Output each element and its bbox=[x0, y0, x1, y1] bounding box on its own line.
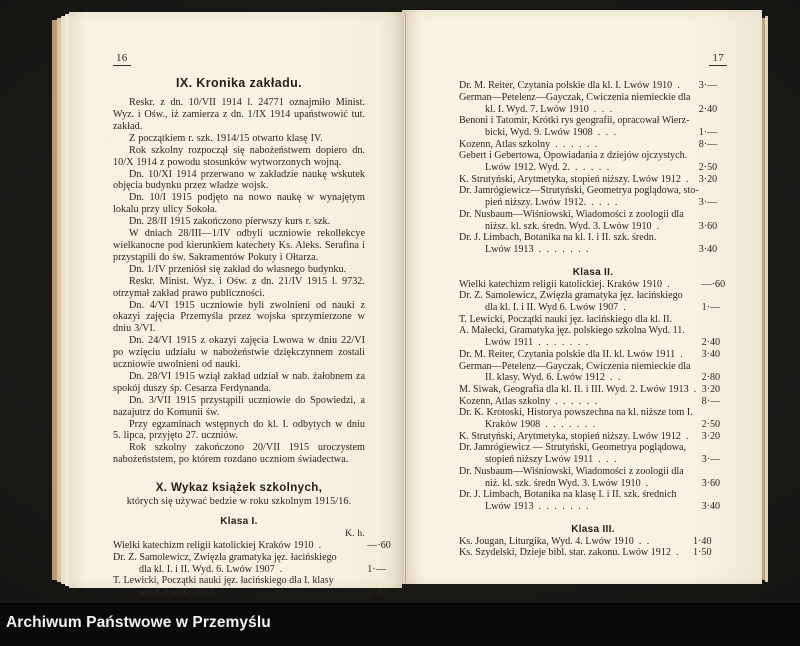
book-title-text: Dr. M. Reiter, Czytania polskie dla kl. I. Lwów 1910 bbox=[459, 80, 673, 92]
book-title-text: niższ. kl. szk. średn. Wyd. 3. Lwów 1910 bbox=[485, 220, 652, 232]
book-title-text: kl. I. Wyd. 7. Lwów 1910 bbox=[485, 103, 589, 115]
chronicle-paragraph: Dn. 28/II 1915 zakończono pierwszy kurs r. szk. bbox=[129, 216, 331, 228]
booklist-row bbox=[459, 162, 727, 174]
book-price-cell bbox=[702, 361, 727, 373]
book-title-text: stopień niższy Lwów 1911 bbox=[485, 454, 594, 466]
booklist-row bbox=[459, 209, 727, 221]
dot-leader: ....... bbox=[538, 337, 594, 349]
book-title-text: Kozenn, Atlas szkolny bbox=[459, 138, 551, 150]
book-title-cell bbox=[113, 575, 367, 587]
book-title-cell bbox=[459, 489, 702, 501]
book-title-cell bbox=[459, 174, 699, 186]
book-title-cell bbox=[113, 564, 367, 576]
book-title-cell bbox=[459, 396, 702, 408]
book-title-cell bbox=[459, 232, 699, 244]
dot-leader: ....... bbox=[538, 243, 594, 255]
folio-right-container bbox=[459, 48, 727, 66]
booklist-row bbox=[459, 314, 727, 326]
book-price-cell: 1·50 bbox=[693, 547, 712, 559]
booklist-row bbox=[459, 139, 727, 151]
folio-left-container bbox=[113, 48, 365, 66]
dot-leader: ... bbox=[598, 454, 622, 466]
book-title-text: dla kl. I. i II. Wyd 6. Lwów 1907 bbox=[485, 302, 619, 314]
booklist-row bbox=[459, 489, 727, 501]
chronicle-paragraph: Z początkiem r. szk. 1914/15 otwarto klasę IV. bbox=[129, 132, 323, 144]
book-title-cell bbox=[459, 547, 693, 559]
book-price-cell bbox=[699, 209, 727, 221]
chronicle-paragraph: W dniach 28/III—1/IV odbyli uczniowie rekollekcye wielkanocne pod kierunkiem katechety Ks. Aleks. Serafina i przystąpili do św. Sakramentów Pokuty i Ołtarza. bbox=[113, 228, 365, 263]
book-price-cell: 3·20 bbox=[701, 430, 721, 442]
book-title-cell bbox=[459, 92, 699, 104]
book-title-text: Dr. J. Limbach, Botanika na kl. I. i II. szk. średn. bbox=[459, 232, 657, 244]
dot-leader: . bbox=[693, 383, 702, 395]
left-page-content bbox=[113, 48, 391, 610]
book-title-text: German—Petelenz—Gayczak, Ćwiczenia niemieckie dla bbox=[459, 360, 691, 372]
booklist-row bbox=[459, 104, 727, 116]
booklist-row bbox=[459, 232, 727, 244]
booklist-row bbox=[459, 372, 727, 384]
book-price-cell: 3·40 bbox=[698, 243, 718, 255]
book-title-cell bbox=[459, 209, 699, 221]
dot-leader: . bbox=[279, 563, 288, 575]
book-price-cell: 3·40 bbox=[701, 348, 721, 360]
book-title-text: Dr. Jamrógiewicz—Strutyński, Geometrya poglądowa, sto- bbox=[459, 185, 699, 197]
book-title-text: T. Lewicki, Początki nauki jęz. łacińskiego dla kl. II. bbox=[459, 313, 673, 325]
book-title-cell bbox=[459, 197, 699, 209]
book-title-text: K. Strutyński, Arytmetyka, stopień niższy. Lwów 1912 bbox=[459, 430, 681, 442]
book-title-text: M. Siwak, Geografia dla kl. II. i III. Wyd. 2. Lwów 1913 bbox=[459, 383, 689, 395]
dot-leader: ..... bbox=[575, 162, 615, 174]
book-price-cell bbox=[702, 314, 727, 326]
dot-leader: . bbox=[656, 220, 665, 232]
watermark-top-rule bbox=[0, 600, 800, 603]
booklist-row bbox=[459, 337, 727, 349]
book-title-text: Dr. Nusbaum—Wiśniowski, Wiadomości z zoologii dla bbox=[459, 465, 684, 477]
dot-leader: . bbox=[680, 348, 689, 360]
dot-leader: .... bbox=[591, 197, 623, 209]
booklist-row bbox=[459, 466, 727, 478]
book-title-text: Dr. J. Limbach, Botanika na klasę I. i II. szk. średnich bbox=[459, 489, 677, 501]
dot-leader: . bbox=[623, 302, 632, 314]
chronicle-paragraph: Dn. 10/I 1915 podjęto na nowo naukę w wynajętym lokalu przy ulicy Sokoła. bbox=[113, 192, 365, 216]
dot-leader: ...... bbox=[218, 587, 266, 598]
class-label-1: Klasa I. bbox=[220, 516, 258, 528]
booklist-row bbox=[459, 396, 727, 408]
book-title-text: T. Lewicki, Początki nauki jęz. łacińskiego dla I. klasy bbox=[113, 575, 334, 587]
book-title-text: Dr. Z. Samolewicz, Zwięzła gramatyka jęz. łacińskiego bbox=[459, 290, 683, 302]
book-price-cell: 2·50 bbox=[701, 419, 721, 431]
chronicle-heading: IX. Kronika zakładu. bbox=[175, 76, 303, 91]
book-title-text: Gebert i Gebertowa, Opowiadania z dziejów ojczystych. bbox=[459, 150, 688, 162]
book-title-text: Kraków 1908 bbox=[485, 419, 541, 431]
page-number-left: 16 bbox=[113, 52, 131, 66]
booklist-row bbox=[459, 442, 727, 454]
book-price-cell: 1·— bbox=[698, 126, 718, 138]
booklist-row bbox=[459, 501, 727, 513]
chronicle-paragraph: Dn. 4/VI 1915 uczniowie byli zwolnieni od nauki z okazyi zajęcia Przemyśla przez wojska sprzymierzone w dniu 3/VI. bbox=[113, 299, 365, 335]
book-title-text: Dr. K. Krotoski, Historya powszechna na kl. niższe tom I. bbox=[459, 407, 693, 419]
booklist-row bbox=[459, 80, 727, 92]
book-title-cell bbox=[459, 314, 702, 326]
book-title-text: Dr. M. Reiter, Czytania polskie dla II. kl. Lwów 1911 bbox=[459, 348, 676, 360]
booklist-table-right bbox=[459, 80, 727, 256]
book-title-cell bbox=[459, 442, 702, 454]
book-price-cell bbox=[367, 552, 391, 564]
booklist-table-right bbox=[459, 536, 727, 559]
book-title-text: K. Strutyński, Arytmetyka, stopień niższy. Lwów 1912 bbox=[459, 173, 681, 185]
booklist-heading: X. Wykaz książek szkolnych, bbox=[155, 482, 323, 495]
book-title-cell bbox=[459, 244, 699, 256]
chronicle-paragraph: Rok szkolny rozpoczął się nabożeństwem dopiero dn. 10/X 1914 z powodu stosunków wytworzonych wojną. bbox=[113, 144, 365, 168]
booklist-row bbox=[113, 587, 391, 599]
book-price-cell: 1·— bbox=[701, 302, 721, 314]
dot-leader: ... bbox=[597, 126, 622, 138]
book-title-text: Wielki katechizm religii katolickiej. Kraków 1910 bbox=[459, 278, 663, 290]
book-title-cell bbox=[459, 337, 702, 349]
booklist-row bbox=[459, 174, 727, 186]
book-title-cell bbox=[459, 419, 702, 431]
chronicle-paragraph: Dn. 10/XI 1914 przerwano w zakładzie naukę wskutek objęcia budynku przez władze wojsk. bbox=[113, 168, 365, 192]
booklist-row bbox=[459, 302, 727, 314]
chronicle-paragraph: Dn. 1/IV przeniósł się zakład do własnego budynku. bbox=[129, 263, 347, 275]
book-title-text: gimn. Lwów 1913 bbox=[139, 587, 214, 598]
booklist-row bbox=[459, 361, 727, 373]
book-title-cell bbox=[459, 185, 699, 197]
dot-leader: . bbox=[675, 547, 684, 559]
book-title-text: Lwów 1911 bbox=[485, 337, 534, 349]
book-price-cell: 8·— bbox=[701, 395, 721, 407]
booklist-row bbox=[459, 150, 727, 162]
dot-leader: ...... bbox=[555, 138, 603, 150]
booklist-row bbox=[459, 536, 727, 548]
book-title-cell bbox=[459, 454, 702, 466]
dot-leader: ....... bbox=[545, 419, 601, 431]
booklist-row bbox=[459, 349, 727, 361]
book-title-text: dla kl. I. i II. Wyd. 6. Lwów 1907 bbox=[139, 563, 275, 575]
chronicle-paragraph: Rok szkolny zakończono 20/VII 1915 uroczystem nabożeńststem, po którem rozdano uczniom świadectwa. bbox=[113, 442, 365, 466]
booklist-row bbox=[459, 115, 727, 127]
chronicle-paragraph: Dn. 24/VI 1915 z okazyi zajęcia Lwowa w dniu 22/VI po wzięciu udziału w nabożeństwie dziękczynnem zostali uczniowie uwolnieni od nauki. bbox=[113, 335, 365, 371]
booklist-row bbox=[459, 279, 727, 291]
dot-leader: .. bbox=[609, 372, 626, 384]
dot-leader: . bbox=[685, 430, 694, 442]
book-title-text: A. Małecki, Gramatyka jęz. polskiego szkolna Wyd. 11. bbox=[459, 325, 685, 337]
book-title-text: bicki, Wyd. 9. Lwów 1908 bbox=[485, 126, 593, 138]
book-title-cell bbox=[459, 139, 699, 151]
book-price-cell: 2·40 bbox=[698, 103, 718, 115]
chronicle-paragraph: Reskr. Minist. Wyz. i Ośw. z dn. 21/IV 1915 l. 9732. otrzymał zakład prawo publiczności. bbox=[113, 275, 365, 299]
book-price-cell bbox=[702, 325, 727, 337]
book-title-text: Dr. Nusbaum—Wiśniowski, Wiadomości z zoologii dla bbox=[459, 208, 684, 220]
book-title-cell bbox=[459, 127, 699, 139]
book-title-cell bbox=[459, 302, 702, 314]
book-price-cell bbox=[699, 232, 727, 244]
book-price-cell: 8·— bbox=[698, 138, 718, 150]
book-title-cell bbox=[459, 80, 699, 92]
book-title-text: Ks. Szydelski, Dzieje bibl. star. zakonu. Lwów 1912 bbox=[459, 547, 671, 559]
booklist-row bbox=[459, 454, 727, 466]
book-title-text: German—Petelenz—Gayczak, Ćwiczenia niemieckie dla bbox=[459, 91, 691, 103]
book-price-cell: 3·— bbox=[701, 454, 721, 466]
class-label-3: Klasa III. bbox=[571, 523, 615, 535]
book-price-cell: 2·40 bbox=[367, 587, 386, 598]
book-title-cell bbox=[459, 384, 702, 396]
book-price-cell: 1·40 bbox=[693, 535, 712, 547]
booklist-row bbox=[459, 384, 727, 396]
book-price-cell: 3·— bbox=[698, 197, 718, 209]
book-price-cell bbox=[702, 466, 727, 478]
booklist-row bbox=[459, 197, 727, 209]
book-price-cell bbox=[702, 290, 727, 302]
book-title-text: Dr. Jamrógiewicz — Strutyński, Geometrya poglądowa, bbox=[459, 442, 687, 454]
book-title-cell bbox=[459, 349, 702, 361]
chronicle-paragraph: Dn. 3/VII 1915 przystąpili uczniowie do Spowiedzi, a nazajutrz do Komunii św. bbox=[113, 394, 365, 418]
dot-leader: . bbox=[685, 173, 694, 185]
book-price-cell: 2·50 bbox=[698, 162, 718, 174]
booklist-subtitle: których się używać bedzie w roku szkolnym 1915/16. bbox=[126, 496, 352, 508]
book-title-cell bbox=[113, 552, 367, 564]
booklist-table-right bbox=[459, 279, 727, 513]
dot-leader: . bbox=[677, 80, 686, 92]
book-title-cell bbox=[459, 162, 699, 174]
book-price-cell: 3·40 bbox=[701, 501, 721, 512]
book-price-cell: 3·20 bbox=[701, 383, 721, 395]
chronicle-paragraph: Reskr. z dn. 10/VII 1914 l. 24771 oznajmiło Minist. Wyz. i Ośw., iż zamierza z dn. 1/IX 1914 upaństwowić tut. zakład. bbox=[113, 97, 365, 132]
book-title-cell bbox=[459, 361, 702, 373]
dot-leader: . bbox=[318, 540, 327, 552]
book-title-cell bbox=[459, 478, 702, 490]
booklist-row bbox=[459, 92, 727, 104]
book-title-cell bbox=[459, 115, 699, 127]
booklist-row bbox=[459, 127, 727, 139]
book-price-cell bbox=[699, 115, 727, 127]
book-price-cell: —·60 bbox=[367, 540, 391, 552]
booklist-row bbox=[459, 547, 727, 559]
price-column-header: K. h. bbox=[345, 528, 365, 540]
book-title-cell bbox=[113, 587, 367, 599]
book-title-cell bbox=[459, 372, 702, 384]
chronicle-paragraph: Dn. 28/VI 1915 wziął zakład udział w nab. żałobnem za spokój duszy śp. Cesarza Ferdynanda. bbox=[113, 370, 365, 394]
book-price-cell bbox=[699, 185, 727, 197]
booklist-row bbox=[459, 419, 727, 431]
dot-leader: . bbox=[645, 477, 654, 489]
book-title-cell bbox=[459, 104, 699, 116]
book-title-text: Kozenn, Atlas szkolny bbox=[459, 395, 551, 407]
book-price-cell: 3·60 bbox=[701, 477, 721, 489]
book-title-text: Lwów 1912. Wyd. 2. bbox=[485, 162, 570, 174]
book-title-text: Lwów 1913 bbox=[485, 243, 534, 255]
dot-leader: .. bbox=[638, 535, 655, 547]
book-title-text: II. klasy. Wyd. 6. Lwów 1912 bbox=[485, 372, 605, 384]
book-title-cell bbox=[459, 150, 699, 162]
book-title-text: Benoni i Tatomir, Krótki rys geografii, opracował Wierz- bbox=[459, 115, 690, 127]
book-title-cell bbox=[459, 536, 693, 548]
book-title-cell bbox=[459, 221, 699, 233]
book-price-cell: 2·40 bbox=[701, 337, 721, 349]
book-title-cell bbox=[459, 501, 702, 513]
booklist-row bbox=[113, 540, 391, 552]
book-title-text: Wielki katechizm religii katolickiej Kraków 1910 bbox=[113, 540, 314, 552]
book-title-cell bbox=[459, 325, 702, 337]
booklist-row bbox=[459, 185, 727, 197]
book-price-cell: —·60 bbox=[701, 278, 726, 290]
book-gutter bbox=[405, 14, 406, 582]
book-price-cell bbox=[702, 442, 727, 454]
book-price-cell bbox=[699, 92, 727, 104]
book-title-cell bbox=[459, 407, 702, 419]
book-price-cell: 2·80 bbox=[701, 372, 721, 384]
dot-leader: ....... bbox=[538, 501, 594, 512]
book-title-text: Dr. Z. Samolewicz, Zwięzła gramatyka jęz. łacińskiego bbox=[113, 551, 337, 563]
book-price-cell bbox=[702, 489, 727, 501]
booklist-row bbox=[459, 290, 727, 302]
book-price-cell: 3·60 bbox=[698, 220, 718, 232]
book-title-text: niż. kl. szk. średn Wyd. 3. Lwów 1910 bbox=[485, 477, 641, 489]
book-price-cell: 3·— bbox=[698, 80, 718, 92]
dot-leader: . bbox=[667, 278, 676, 290]
booklist-row bbox=[113, 575, 391, 587]
book-title-cell bbox=[113, 540, 367, 552]
book-price-cell: 1·— bbox=[367, 563, 386, 575]
booklist-row bbox=[459, 221, 727, 233]
booklist-row bbox=[459, 244, 727, 256]
book-title-text: Ks. Jougan, Liturgika, Wyd. 4. Lwów 1910 bbox=[459, 535, 634, 547]
page-edge-stack-right bbox=[765, 16, 768, 582]
class-label-2: Klasa II. bbox=[572, 266, 614, 278]
book-title-cell bbox=[459, 431, 702, 443]
booklist-row bbox=[459, 325, 727, 337]
open-book bbox=[16, 8, 784, 598]
booklist-row bbox=[459, 431, 727, 443]
dot-leader: ...... bbox=[555, 395, 603, 407]
booklist-row bbox=[459, 407, 727, 419]
dot-leader: ... bbox=[593, 103, 618, 115]
booklist-row bbox=[113, 552, 391, 564]
booklist-row bbox=[113, 564, 391, 576]
book-price-cell bbox=[367, 575, 391, 587]
book-title-cell bbox=[459, 290, 702, 302]
chronicle-body bbox=[113, 97, 365, 466]
archive-watermark-bar bbox=[0, 600, 800, 646]
book-price-cell: 3·20 bbox=[698, 173, 718, 185]
book-title-cell bbox=[459, 279, 702, 291]
book-price-cell bbox=[699, 150, 727, 162]
page-number-right: 17 bbox=[709, 52, 727, 66]
booklist-row bbox=[459, 478, 727, 490]
book-title-cell bbox=[459, 466, 702, 478]
right-page-content bbox=[459, 48, 727, 559]
chronicle-paragraph: Przy egzaminach wstępnych do kl. I. odbytych w dniu 5. lipca, przyjęto 27. uczniów. bbox=[113, 418, 365, 442]
book-title-text: pień niższy. Lwów 1912. bbox=[485, 197, 587, 209]
book-price-cell bbox=[702, 407, 727, 419]
watermark-text: Archiwum Państwowe w Przemyślu bbox=[6, 614, 271, 631]
book-title-text: Lwów 1913 bbox=[485, 501, 534, 512]
booklist-sections-right bbox=[459, 80, 727, 559]
